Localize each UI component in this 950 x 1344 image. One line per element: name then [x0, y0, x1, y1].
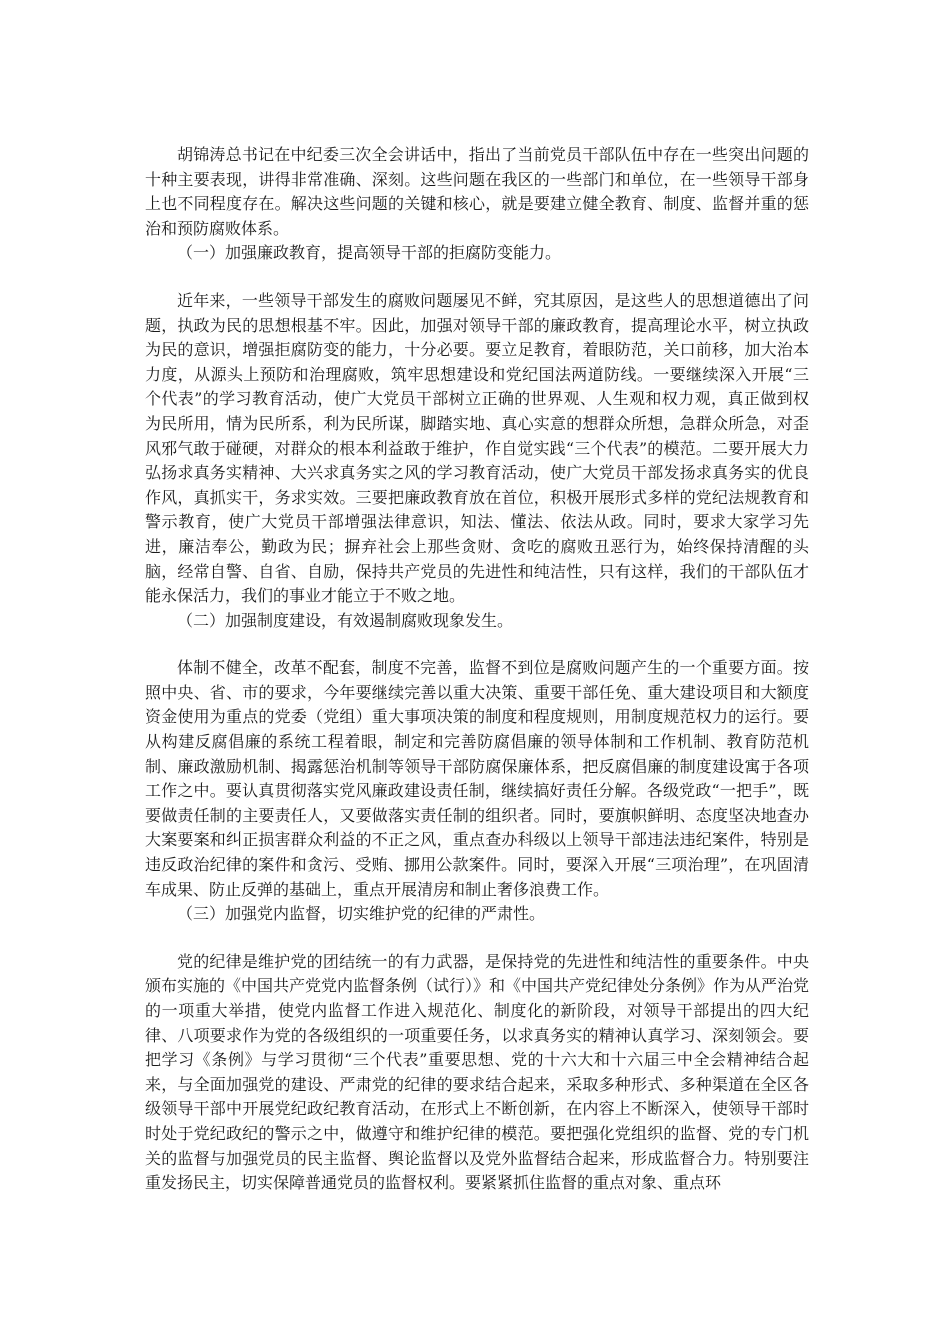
- section-body-2: 体制不健全，改革不配套，制度不完善，监督不到位是腐败问题产生的一个重要方面。按照中央、省、市的要求，今年要继续完善以重大决策、重要干部任免、重大建设项目和大额度资金使用为重点的党委（党组）重大事项决策的制度和程度规则，用制度规范权力的运行。要从构建反腐倡廉的系统工程着眼，制定和完善防腐倡廉的领导体制和工作机制、教育防范机制、廉政激励机制、揭露惩治机制等领导干部防腐保廉体系，把反腐倡廉的制度建设寓于各项工作之中。要认真贯彻落实党风廉政建设责任制，继续搞好责任分解。各级党政“一把手”，既要做责任制的主要责任人，又要做落实责任制的组织者。同时，要旗帜鲜明、态度坚决地查办大案要案和纠正损害群众利益的不正之风，重点查办科级以上领导干部违法违纪案件，特别是违反政治纪律的案件和贪污、受贿、挪用公款案件。同时，要深入开展“三项治理”，在巩固清车成果、防止反弹的基础上，重点开展清房和制止奢侈浪费工作。: [145, 658, 809, 899]
- section-heading-3: （三）加强党内监督，切实维护党的纪律的严肃性。: [177, 904, 546, 924]
- section-gap: [145, 633, 809, 656]
- section-gap: [145, 927, 809, 950]
- section-body-1: 近年来，一些领导干部发生的腐败问题屡见不鲜，究其原因，是这些人的思想道德出了问题，执政为民的思想根基不牢。因此，加强对领导干部的廉政教育，提高理论水平，树立执政为民的意识，增强拒腐防变的能力，十分必要。要立足教育，着眼防范，关口前移，加大治本力度，从源头上预防和治理腐败，筑牢思想建设和党纪国法两道防线。一要继续深入开展“三个代表”的学习教育活动，使广大党员干部树立正确的世界观、人生观和权力观，真正做到权为民所用，情为民所系，利为民所谋，脚踏实地、真心实意的想群众所想，急群众所急，对歪风邪气敢于碰硬，对群众的根本利益敢于维护，作自觉实践“三个代表”的模范。二要开展大力弘扬求真务实精神、大兴求真务实之风的学习教育活动，使广大党员干部发扬求真务实的优良作风，真抓实干，务求实效。三要把廉政教育放在首位，积极开展形式多样的党纪法规教育和警示教育，使广大党员干部增强法律意识，知法、懂法、依法从政。同时，要求大家学习先进，廉洁奉公，勤政为民；摒弃社会上那些贪财、贪吃的腐败丑恶行为，始终保持清醒的头脑，经常自警、自省、自励，保持共产党员的先进性和纯洁性，只有这样，我们的干部队伍才能永保活力，我们的事业才能立于不败之地。: [145, 290, 809, 606]
- section-heading-1: （一）加强廉政教育，提高领导干部的拒腐防变能力。: [177, 243, 562, 263]
- intro-paragraph: 胡锦涛总书记在中纪委三次全会讲话中，指出了当前党员干部队伍中存在一些突出问题的十种主要表现，讲得非常准确、深刻。这些问题在我区的一些部门和单位，在一些领导干部身上也不同程度存在。解决这些问题的关键和核心，就是要建立健全教育、制度、监督并重的惩治和预防腐败体系。: [145, 145, 809, 238]
- section-body-3: 党的纪律是维护党的团结统一的有力武器，是保持党的先进性和纯洁性的重要条件。中央颁布实施的《中国共产党党内监督条例（试行）》和《中国共产党纪律处分条例》作为从严治党的一项重大举措，使党内监督工作进入规范化、制度化的新阶段，对领导干部提出的四大纪律、八项要求作为党的各级组织的一项重要任务，以求真务实的精神认真学习、深刻领会。要把学习《条例》与学习贯彻“三个代表”重要思想、党的十六大和十六届三中全会精神结合起来，与全面加强党的建设、严肃党的纪律的要求结合起来，采取多种形式、多种渠道在全区各级领导干部中开展党纪政纪教育活动，在形式上不断创新，在内容上不断深入，使领导干部时时处于党纪政纪的警示之中，做遵守和维护纪律的模范。要把强化党组织的监督、党的专门机关的监督与加强党员的民主监督、舆论监督以及党外监督结合起来，形成监督合力。特别要注重发扬民主，切实保障普通党员的监督权利。要紧紧抓住监督的重点对象、重点环: [145, 951, 810, 1193]
- document-page: [145, 143, 809, 1196]
- section-gap: [145, 266, 809, 289]
- section-heading-2: （二）加强制度建设，有效遏制腐败现象发生。: [177, 610, 514, 630]
